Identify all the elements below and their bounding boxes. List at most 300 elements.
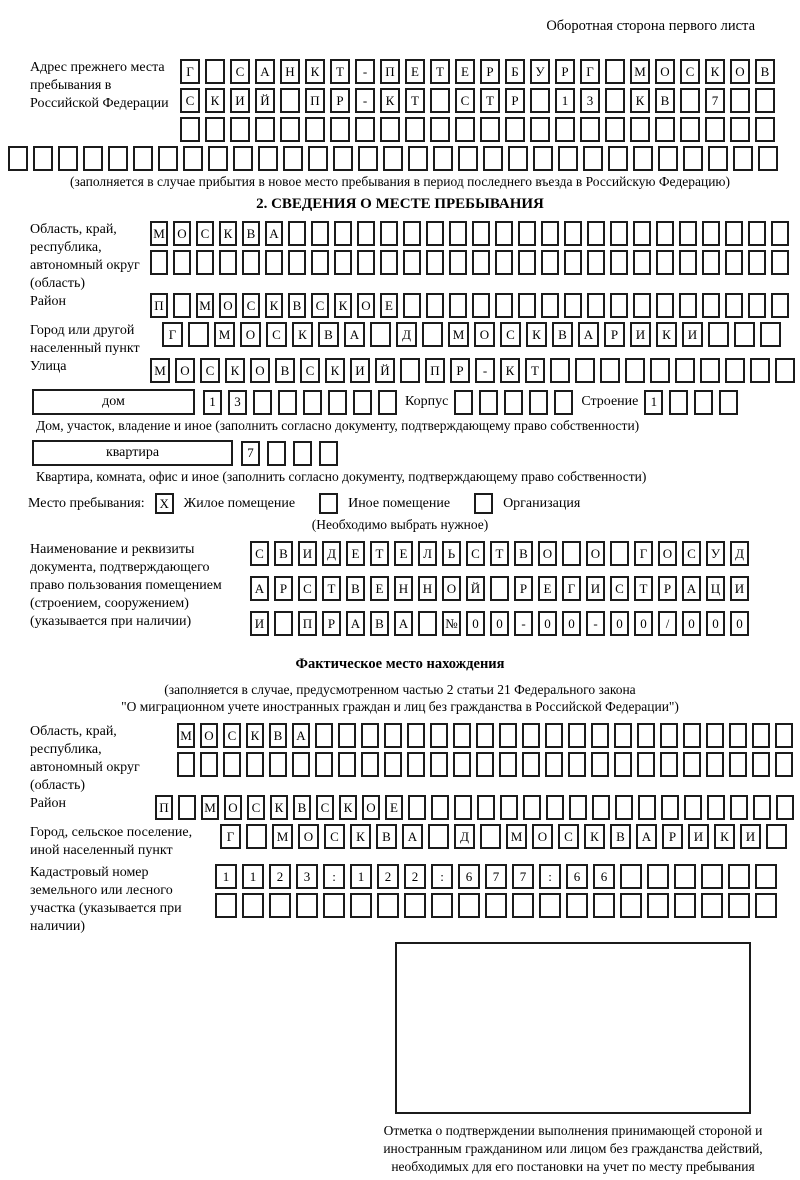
char-box[interactable] — [730, 117, 750, 142]
char-box[interactable]: И — [630, 322, 651, 347]
char-box[interactable] — [408, 146, 428, 171]
char-box[interactable] — [660, 723, 678, 748]
char-box[interactable] — [472, 250, 490, 275]
char-box[interactable] — [633, 146, 653, 171]
char-box[interactable] — [255, 117, 275, 142]
char-box[interactable] — [661, 795, 679, 820]
char-box[interactable]: Й — [375, 358, 395, 383]
char-box[interactable]: И — [350, 358, 370, 383]
char-box[interactable]: И — [730, 576, 749, 601]
char-box[interactable]: И — [586, 576, 605, 601]
char-box[interactable] — [418, 611, 437, 636]
char-box[interactable]: 0 — [706, 611, 725, 636]
char-box[interactable] — [669, 390, 688, 415]
char-box[interactable] — [610, 250, 628, 275]
char-box[interactable]: Д — [396, 322, 417, 347]
char-box[interactable] — [518, 250, 536, 275]
char-box[interactable]: А — [265, 221, 283, 246]
char-box[interactable]: К — [219, 221, 237, 246]
char-box[interactable]: Р — [330, 88, 350, 113]
char-box[interactable]: - — [586, 611, 605, 636]
char-box[interactable] — [705, 117, 725, 142]
char-box[interactable]: С — [455, 88, 475, 113]
char-box[interactable]: О — [240, 322, 261, 347]
char-box[interactable] — [370, 322, 391, 347]
char-box[interactable]: В — [275, 358, 295, 383]
char-box[interactable]: 0 — [730, 611, 749, 636]
char-box[interactable] — [293, 441, 312, 466]
char-box[interactable]: С — [247, 795, 265, 820]
char-box[interactable] — [133, 146, 153, 171]
char-box[interactable] — [633, 221, 651, 246]
char-box[interactable]: М — [214, 322, 235, 347]
char-box[interactable] — [196, 250, 214, 275]
char-box[interactable]: В — [655, 88, 675, 113]
char-box[interactable]: С — [266, 322, 287, 347]
char-box[interactable] — [725, 293, 743, 318]
char-box[interactable] — [706, 723, 724, 748]
char-box[interactable] — [656, 293, 674, 318]
char-box[interactable]: 0 — [466, 611, 485, 636]
char-box[interactable] — [454, 795, 472, 820]
checkbox-zhiloe[interactable]: X — [155, 493, 174, 514]
char-box[interactable]: О — [357, 293, 375, 318]
char-box[interactable]: М — [506, 824, 527, 849]
char-box[interactable]: Т — [405, 88, 425, 113]
char-box[interactable] — [383, 146, 403, 171]
char-box[interactable]: - — [355, 88, 375, 113]
char-box[interactable] — [315, 723, 333, 748]
char-box[interactable]: Т — [525, 358, 545, 383]
char-box[interactable]: Г — [220, 824, 241, 849]
char-box[interactable] — [269, 752, 287, 777]
char-box[interactable] — [675, 358, 695, 383]
char-box[interactable] — [580, 117, 600, 142]
char-box[interactable]: Е — [380, 293, 398, 318]
char-box[interactable] — [680, 117, 700, 142]
char-box[interactable] — [583, 146, 603, 171]
char-box[interactable] — [518, 221, 536, 246]
char-box[interactable] — [701, 864, 723, 889]
char-box[interactable] — [334, 250, 352, 275]
char-box[interactable]: Г — [180, 59, 200, 84]
char-box[interactable] — [333, 146, 353, 171]
char-box[interactable]: 0 — [538, 611, 557, 636]
char-box[interactable]: Л — [418, 541, 437, 566]
char-box[interactable]: Т — [490, 541, 509, 566]
char-box[interactable] — [350, 893, 372, 918]
char-box[interactable] — [200, 752, 218, 777]
char-box[interactable]: А — [292, 723, 310, 748]
char-box[interactable]: Р — [662, 824, 683, 849]
char-box[interactable] — [288, 221, 306, 246]
char-box[interactable] — [771, 293, 789, 318]
char-box[interactable]: С — [324, 824, 345, 849]
char-box[interactable] — [433, 146, 453, 171]
char-box[interactable]: В — [552, 322, 573, 347]
char-box[interactable]: И — [688, 824, 709, 849]
char-box[interactable]: В — [370, 611, 389, 636]
char-box[interactable] — [660, 752, 678, 777]
char-box[interactable] — [403, 250, 421, 275]
char-box[interactable]: П — [150, 293, 168, 318]
char-box[interactable] — [258, 146, 278, 171]
char-box[interactable] — [684, 795, 702, 820]
char-box[interactable] — [508, 146, 528, 171]
char-box[interactable] — [426, 250, 444, 275]
char-box[interactable] — [637, 752, 655, 777]
char-box[interactable]: Р — [555, 59, 575, 84]
char-box[interactable]: 0 — [562, 611, 581, 636]
char-box[interactable]: : — [539, 864, 561, 889]
char-box[interactable] — [593, 893, 615, 918]
char-box[interactable] — [558, 146, 578, 171]
char-box[interactable]: Й — [466, 576, 485, 601]
char-box[interactable] — [630, 117, 650, 142]
char-box[interactable]: Б — [505, 59, 525, 84]
char-box[interactable] — [338, 723, 356, 748]
char-box[interactable]: В — [346, 576, 365, 601]
char-box[interactable] — [729, 723, 747, 748]
char-box[interactable] — [58, 146, 78, 171]
char-box[interactable] — [591, 723, 609, 748]
char-box[interactable] — [404, 893, 426, 918]
char-box[interactable] — [472, 221, 490, 246]
char-box[interactable]: Е — [346, 541, 365, 566]
char-box[interactable] — [545, 752, 563, 777]
char-box[interactable] — [550, 358, 570, 383]
char-box[interactable] — [728, 893, 750, 918]
char-box[interactable] — [587, 221, 605, 246]
char-box[interactable] — [378, 390, 397, 415]
char-box[interactable] — [178, 795, 196, 820]
char-box[interactable]: В — [376, 824, 397, 849]
char-box[interactable]: С — [682, 541, 701, 566]
char-box[interactable] — [620, 893, 642, 918]
char-box[interactable]: Т — [370, 541, 389, 566]
char-box[interactable] — [205, 117, 225, 142]
char-box[interactable] — [422, 322, 443, 347]
char-box[interactable]: 7 — [705, 88, 725, 113]
char-box[interactable] — [233, 146, 253, 171]
char-box[interactable]: 1 — [644, 390, 663, 415]
char-box[interactable] — [771, 221, 789, 246]
char-box[interactable]: Е — [538, 576, 557, 601]
char-box[interactable]: Г — [162, 322, 183, 347]
char-box[interactable] — [734, 322, 755, 347]
char-box[interactable]: : — [431, 864, 453, 889]
char-box[interactable] — [454, 390, 473, 415]
char-box[interactable]: 2 — [404, 864, 426, 889]
char-box[interactable] — [158, 146, 178, 171]
char-box[interactable]: 0 — [610, 611, 629, 636]
char-box[interactable]: 1 — [215, 864, 237, 889]
char-box[interactable]: С — [300, 358, 320, 383]
char-box[interactable]: А — [682, 576, 701, 601]
char-box[interactable]: М — [448, 322, 469, 347]
char-box[interactable] — [638, 795, 656, 820]
char-box[interactable]: : — [323, 864, 345, 889]
char-box[interactable] — [605, 88, 625, 113]
char-box[interactable] — [246, 824, 267, 849]
char-box[interactable] — [608, 146, 628, 171]
char-box[interactable] — [615, 795, 633, 820]
char-box[interactable] — [384, 752, 402, 777]
char-box[interactable] — [679, 221, 697, 246]
char-box[interactable] — [647, 893, 669, 918]
char-box[interactable] — [707, 795, 725, 820]
char-box[interactable]: / — [658, 611, 677, 636]
checkbox-inoe[interactable] — [319, 493, 338, 514]
char-box[interactable] — [319, 441, 338, 466]
char-box[interactable]: О — [224, 795, 242, 820]
char-box[interactable] — [377, 893, 399, 918]
char-box[interactable] — [334, 221, 352, 246]
char-box[interactable] — [490, 576, 509, 601]
char-box[interactable]: А — [344, 322, 365, 347]
char-box[interactable] — [384, 723, 402, 748]
char-box[interactable]: 3 — [296, 864, 318, 889]
char-box[interactable]: У — [706, 541, 725, 566]
char-box[interactable]: - — [514, 611, 533, 636]
char-box[interactable] — [208, 146, 228, 171]
char-box[interactable]: К — [714, 824, 735, 849]
char-box[interactable] — [180, 117, 200, 142]
char-box[interactable]: С — [680, 59, 700, 84]
char-box[interactable]: В — [293, 795, 311, 820]
char-box[interactable] — [605, 59, 625, 84]
char-box[interactable] — [242, 893, 264, 918]
char-box[interactable]: К — [656, 322, 677, 347]
char-box[interactable] — [523, 795, 541, 820]
char-box[interactable]: М — [150, 358, 170, 383]
char-box[interactable]: В — [318, 322, 339, 347]
char-box[interactable]: 1 — [203, 390, 222, 415]
char-box[interactable] — [230, 117, 250, 142]
char-box[interactable]: 6 — [458, 864, 480, 889]
char-box[interactable] — [246, 752, 264, 777]
char-box[interactable]: Е — [394, 541, 413, 566]
char-box[interactable]: Е — [455, 59, 475, 84]
char-box[interactable] — [728, 864, 750, 889]
char-box[interactable] — [569, 795, 587, 820]
char-box[interactable]: К — [225, 358, 245, 383]
char-box[interactable]: Г — [562, 576, 581, 601]
char-box[interactable]: С — [180, 88, 200, 113]
char-box[interactable]: П — [305, 88, 325, 113]
char-box[interactable]: О — [474, 322, 495, 347]
char-box[interactable]: М — [196, 293, 214, 318]
char-box[interactable] — [541, 293, 559, 318]
char-box[interactable]: С — [466, 541, 485, 566]
char-box[interactable]: Е — [385, 795, 403, 820]
char-box[interactable] — [766, 824, 787, 849]
char-box[interactable] — [562, 541, 581, 566]
char-box[interactable]: 0 — [634, 611, 653, 636]
char-box[interactable] — [495, 250, 513, 275]
char-box[interactable] — [428, 824, 449, 849]
char-box[interactable]: 7 — [241, 441, 260, 466]
char-box[interactable]: 0 — [682, 611, 701, 636]
char-box[interactable] — [358, 146, 378, 171]
char-box[interactable]: Т — [322, 576, 341, 601]
char-box[interactable] — [426, 221, 444, 246]
char-box[interactable] — [380, 250, 398, 275]
char-box[interactable] — [725, 250, 743, 275]
char-box[interactable]: К — [526, 322, 547, 347]
char-box[interactable] — [533, 146, 553, 171]
char-box[interactable] — [315, 752, 333, 777]
char-box[interactable] — [499, 752, 517, 777]
char-box[interactable]: К — [339, 795, 357, 820]
char-box[interactable]: 2 — [377, 864, 399, 889]
char-box[interactable] — [278, 390, 297, 415]
char-box[interactable] — [755, 893, 777, 918]
char-box[interactable] — [587, 250, 605, 275]
char-box[interactable]: 1 — [555, 88, 575, 113]
char-box[interactable]: Р — [604, 322, 625, 347]
char-box[interactable] — [679, 250, 697, 275]
char-box[interactable] — [253, 390, 272, 415]
char-box[interactable] — [267, 441, 286, 466]
char-box[interactable] — [449, 293, 467, 318]
char-box[interactable]: С — [610, 576, 629, 601]
char-box[interactable]: У — [530, 59, 550, 84]
char-box[interactable] — [407, 723, 425, 748]
char-box[interactable] — [683, 146, 703, 171]
char-box[interactable]: Р — [274, 576, 293, 601]
char-box[interactable]: К — [292, 322, 313, 347]
char-box[interactable] — [775, 752, 793, 777]
char-box[interactable] — [568, 752, 586, 777]
char-box[interactable] — [311, 221, 329, 246]
char-box[interactable]: О — [173, 221, 191, 246]
char-box[interactable] — [311, 250, 329, 275]
char-box[interactable] — [403, 293, 421, 318]
char-box[interactable]: К — [246, 723, 264, 748]
char-box[interactable]: О — [658, 541, 677, 566]
char-box[interactable] — [380, 221, 398, 246]
char-box[interactable] — [483, 146, 503, 171]
char-box[interactable] — [658, 146, 678, 171]
char-box[interactable]: В — [514, 541, 533, 566]
char-box[interactable] — [656, 221, 674, 246]
char-box[interactable]: П — [298, 611, 317, 636]
char-box[interactable]: В — [610, 824, 631, 849]
char-box[interactable] — [647, 864, 669, 889]
char-box[interactable] — [748, 293, 766, 318]
char-box[interactable]: А — [346, 611, 365, 636]
char-box[interactable]: 1 — [350, 864, 372, 889]
char-box[interactable] — [479, 390, 498, 415]
char-box[interactable]: М — [201, 795, 219, 820]
char-box[interactable]: Г — [634, 541, 653, 566]
char-box[interactable] — [776, 795, 794, 820]
char-box[interactable] — [449, 250, 467, 275]
char-box[interactable]: Д — [322, 541, 341, 566]
char-box[interactable] — [753, 795, 771, 820]
char-box[interactable] — [361, 752, 379, 777]
char-box[interactable] — [330, 117, 350, 142]
char-box[interactable]: Р — [322, 611, 341, 636]
char-box[interactable]: Т — [480, 88, 500, 113]
char-box[interactable]: - — [355, 59, 375, 84]
char-box[interactable]: К — [500, 358, 520, 383]
char-box[interactable]: Г — [580, 59, 600, 84]
char-box[interactable]: Е — [405, 59, 425, 84]
char-box[interactable] — [431, 893, 453, 918]
char-box[interactable]: А — [402, 824, 423, 849]
char-box[interactable]: В — [755, 59, 775, 84]
char-box[interactable] — [775, 723, 793, 748]
char-box[interactable] — [280, 88, 300, 113]
char-box[interactable] — [505, 117, 525, 142]
char-box[interactable] — [725, 221, 743, 246]
char-box[interactable]: П — [425, 358, 445, 383]
char-box[interactable] — [274, 611, 293, 636]
char-box[interactable] — [775, 358, 795, 383]
char-box[interactable] — [408, 795, 426, 820]
char-box[interactable]: О — [655, 59, 675, 84]
char-box[interactable] — [283, 146, 303, 171]
char-box[interactable]: С — [298, 576, 317, 601]
char-box[interactable] — [702, 293, 720, 318]
char-box[interactable] — [305, 117, 325, 142]
char-box[interactable]: Н — [418, 576, 437, 601]
char-box[interactable] — [637, 723, 655, 748]
char-box[interactable]: М — [177, 723, 195, 748]
char-box[interactable]: О — [175, 358, 195, 383]
char-box[interactable]: Д — [454, 824, 475, 849]
char-box[interactable] — [610, 541, 629, 566]
char-box[interactable] — [545, 723, 563, 748]
char-box[interactable]: О — [200, 723, 218, 748]
char-box[interactable] — [733, 146, 753, 171]
char-box[interactable]: К — [334, 293, 352, 318]
char-box[interactable] — [755, 117, 775, 142]
char-box[interactable] — [625, 358, 645, 383]
char-box[interactable] — [530, 117, 550, 142]
char-box[interactable] — [380, 117, 400, 142]
char-box[interactable] — [700, 358, 720, 383]
char-box[interactable] — [564, 221, 582, 246]
char-box[interactable]: В — [274, 541, 293, 566]
char-box[interactable]: С — [311, 293, 329, 318]
char-box[interactable]: С — [200, 358, 220, 383]
char-box[interactable]: № — [442, 611, 461, 636]
char-box[interactable] — [303, 390, 322, 415]
char-box[interactable] — [541, 221, 559, 246]
char-box[interactable] — [708, 322, 729, 347]
char-box[interactable] — [269, 893, 291, 918]
char-box[interactable]: 7 — [485, 864, 507, 889]
char-box[interactable]: М — [630, 59, 650, 84]
char-box[interactable]: К — [584, 824, 605, 849]
char-box[interactable] — [512, 893, 534, 918]
char-box[interactable]: С — [196, 221, 214, 246]
char-box[interactable] — [453, 752, 471, 777]
char-box[interactable]: К — [705, 59, 725, 84]
char-box[interactable] — [430, 752, 448, 777]
char-box[interactable] — [357, 221, 375, 246]
char-box[interactable] — [400, 358, 420, 383]
char-box[interactable]: К — [350, 824, 371, 849]
checkbox-organizatsiya[interactable] — [474, 493, 493, 514]
char-box[interactable]: 0 — [490, 611, 509, 636]
char-box[interactable] — [674, 893, 696, 918]
char-box[interactable]: И — [298, 541, 317, 566]
char-box[interactable]: Н — [394, 576, 413, 601]
